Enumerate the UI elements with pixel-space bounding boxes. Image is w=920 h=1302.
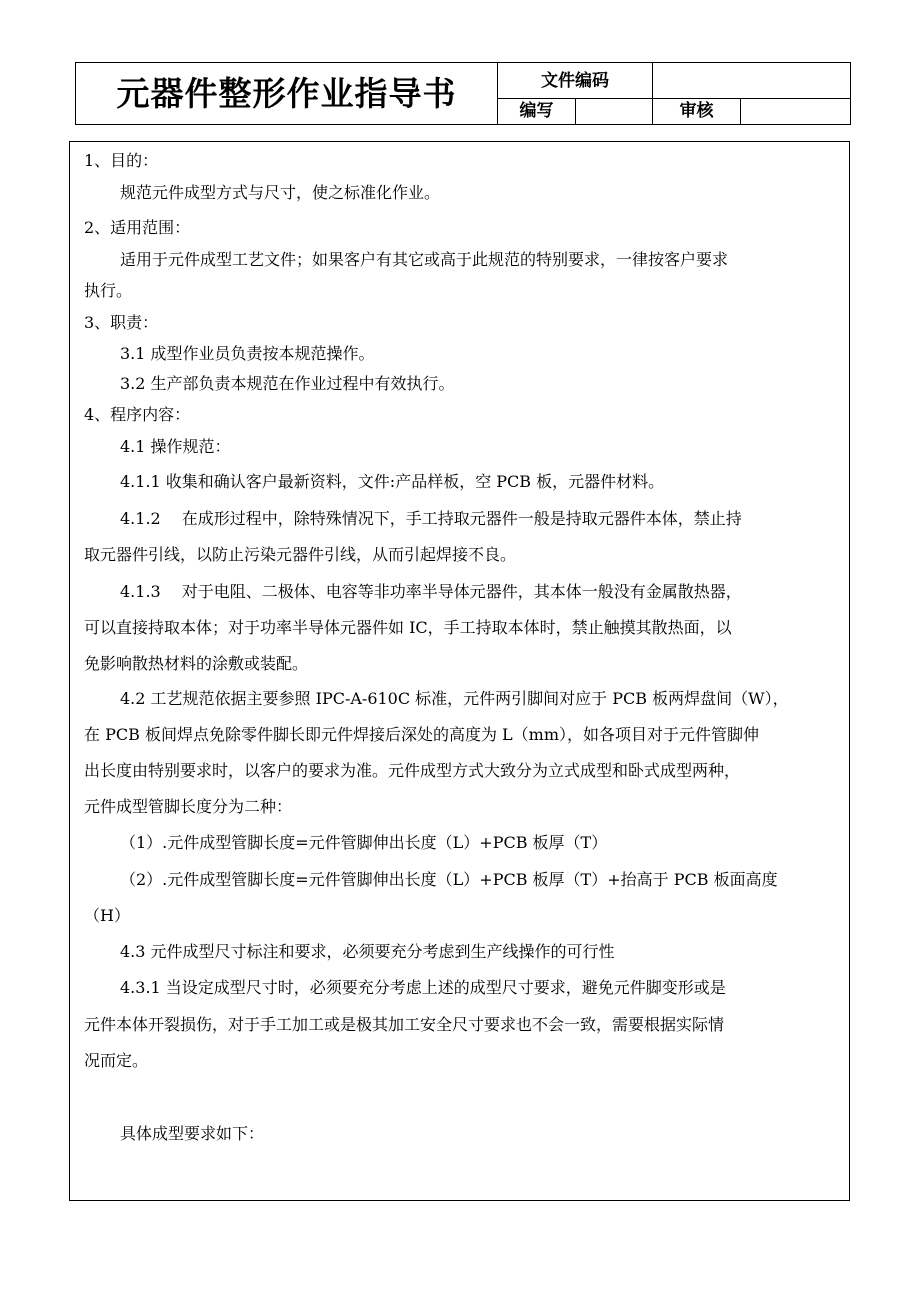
- reviewer-value: [741, 99, 850, 124]
- section-4-1-3-cont-2: 免影响散热材料的涂敷或装配。: [84, 654, 309, 673]
- section-4-2-cont-2: 出长度由特别要求时，以客户的要求为准。元件成型方式大致分为立式成型和卧式成型两种，: [84, 761, 741, 780]
- section-4-1: 4.1 操作规范：: [120, 437, 231, 456]
- formula-2-cont: （H）: [84, 906, 130, 925]
- closing-text: 具体成型要求如下：: [120, 1124, 265, 1143]
- section-4-1-2-cont: 取元器件引线，以防止污染元器件引线，从而引起焊接不良。: [84, 545, 517, 564]
- section-4-3-1-cont-1: 元件本体开裂损伤，对于手工加工或是极其加工安全尺寸要求也不会一致，需要根据实际情: [84, 1015, 725, 1034]
- section-2-heading: 2、适用范围：: [84, 218, 191, 237]
- section-4-3-1-cont-2: 况而定。: [84, 1051, 149, 1070]
- document-header: [75, 62, 851, 125]
- section-4-3-1: 4.3.1 当设定成型尺寸时，必须要充分考虑上述的成型尺寸要求，避免元件脚变形或是: [120, 978, 726, 997]
- section-2-text: 适用于元件成型工艺文件；如果客户有其它或高于此规范的特别要求，一律按客户要求: [120, 250, 729, 269]
- section-4-1-3-cont-1: 可以直接持取本体；对于功率半导体元器件如 IC，手工持取本体时，禁止触摸其散热面，以: [84, 618, 732, 637]
- reviewer-label: 审核: [653, 99, 741, 124]
- editor-label: 编写: [498, 99, 576, 124]
- section-2-text-cont: 执行。: [84, 281, 133, 300]
- formula-2: （2）.元件成型管脚长度=元件管脚伸出长度（L）+PCB 板厚（T）+抬高于 PCB 板面高度: [120, 870, 778, 889]
- editor-value: [576, 99, 653, 124]
- file-code-label: 文件编码: [498, 63, 653, 99]
- section-3-heading: 3、职责：: [84, 313, 159, 332]
- section-4-heading: 4、程序内容：: [84, 405, 191, 424]
- section-4-2-cont-1: 在 PCB 板间焊点免除零件脚长即元件焊接后深处的高度为 L（mm），如各项目对于元件管脚伸: [84, 725, 759, 744]
- formula-1: （1）.元件成型管脚长度=元件管脚伸出长度（L）+PCB 板厚（T）: [120, 833, 608, 852]
- section-4-1-2: 4.1.2 在成形过程中，除特殊情况下，手工持取元器件一般是持取元器件本体，禁止持: [120, 509, 742, 528]
- section-3-1: 3.1 成型作业员负责按本规范操作。: [120, 344, 375, 363]
- section-4-2: 4.2 工艺规范依据主要参照 IPC-A-610C 标准，元件两引脚间对应于 PCB 板两焊盘间（W），: [120, 689, 789, 708]
- section-4-2-cont-3: 元件成型管脚长度分为二种：: [84, 797, 293, 816]
- document-title: 元器件整形作业指导书: [76, 63, 498, 124]
- section-4-1-3: 4.1.3 对于电阻、二极体、电容等非功率半导体元器件，其本体一般没有金属散热器，: [120, 582, 742, 601]
- section-1-heading: 1、目的：: [84, 151, 159, 170]
- section-1-text: 规范元件成型方式与尺寸，使之标准化作业。: [120, 183, 441, 202]
- section-4-3: 4.3 元件成型尺寸标注和要求，必须要充分考虑到生产线操作的可行性: [120, 942, 615, 961]
- file-code-value: [653, 63, 850, 99]
- section-4-1-1: 4.1.1 收集和确认客户最新资料，文件:产品样板，空 PCB 板，元器件材料。: [120, 472, 665, 491]
- section-3-2: 3.2 生产部负责本规范在作业过程中有效执行。: [120, 374, 455, 393]
